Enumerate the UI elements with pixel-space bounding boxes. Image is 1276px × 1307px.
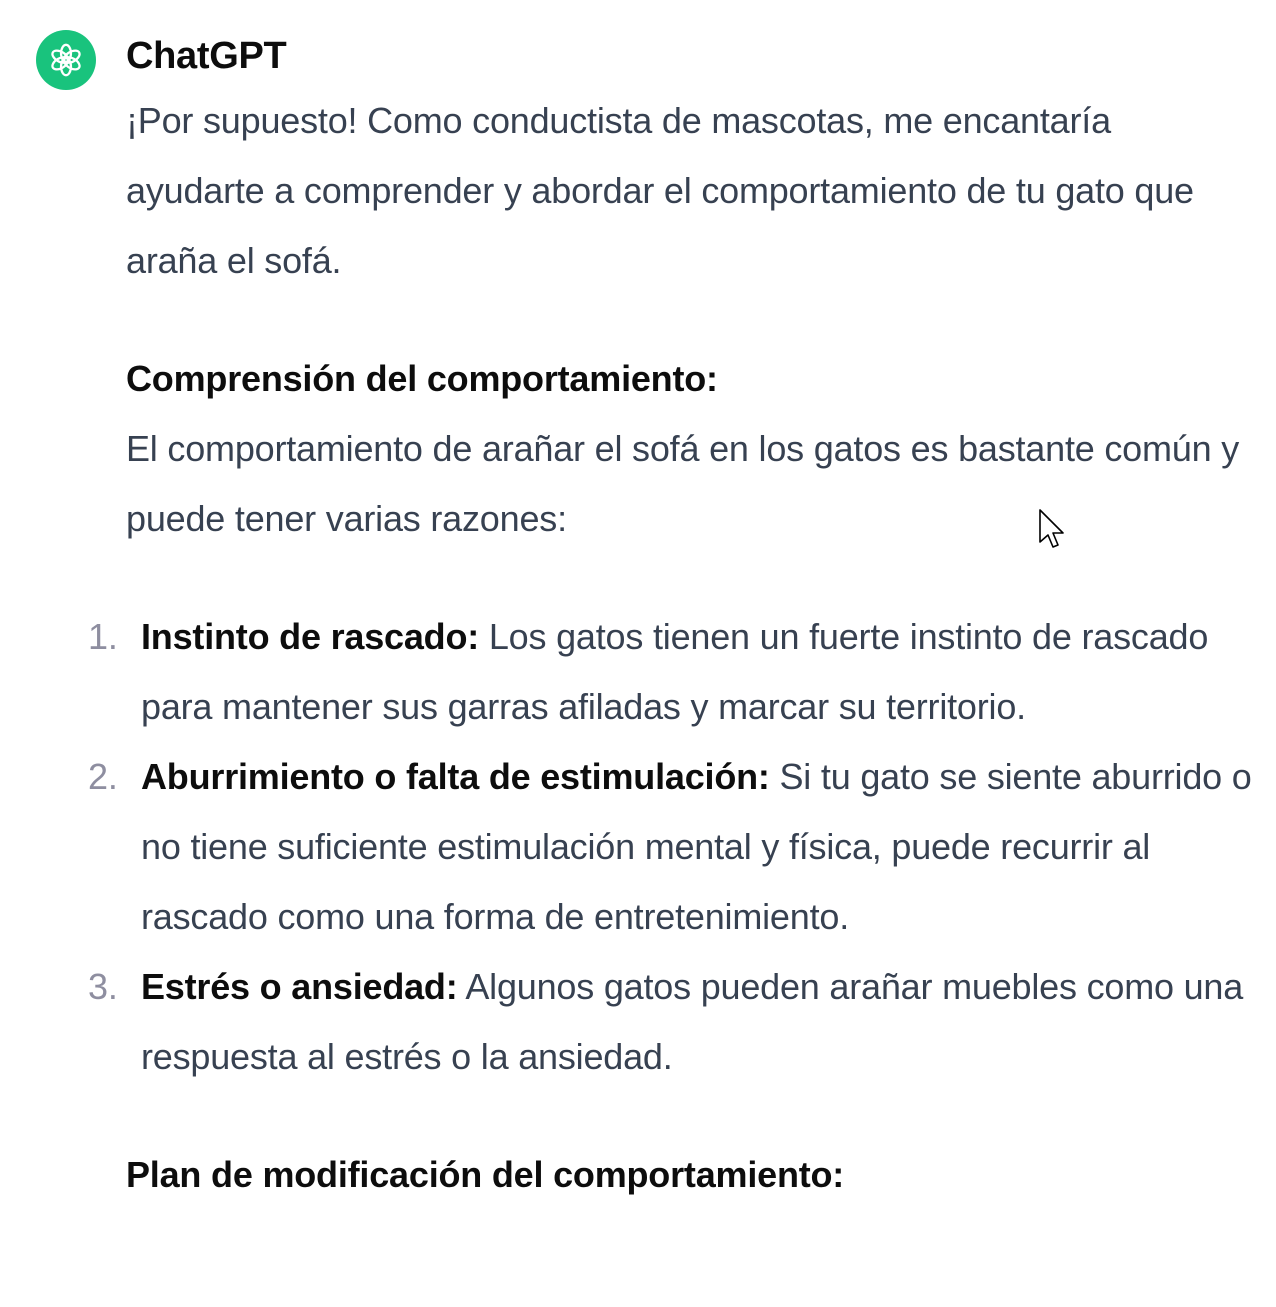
section-heading-plan: Plan de modificación del comportamiento:	[126, 1154, 845, 1195]
list-item-text: Si tu gato se siente aburrido o no tiene suficiente estimulación mental y física, puede recurrir al rascado como una forma de entretenimiento.	[141, 756, 1252, 937]
openai-logo-icon	[47, 41, 85, 79]
list-number: 2.	[88, 756, 118, 797]
paragraph-spacer	[126, 554, 1256, 602]
list-number: 1.	[88, 616, 118, 657]
list-item-term: Aburrimiento o falta de estimulación:	[141, 756, 770, 797]
list-item	[88, 602, 1256, 742]
list-item-term: Estrés o ansiedad:	[141, 966, 458, 1007]
intro-paragraph: ¡Por supuesto! Como conductista de mascotas, me encantaría ayudarte a comprender y abordar el comportamiento de tu gato que araña el sofá.	[126, 100, 1194, 281]
list-item-text: Algunos gatos pueden arañar muebles como una respuesta al estrés o la ansiedad.	[141, 966, 1244, 1077]
message-content	[88, 86, 1256, 1210]
understanding-paragraph: El comportamiento de arañar el sofá en los gatos es bastante común y puede tener varias razones:	[126, 428, 1240, 539]
paragraph-spacer	[126, 296, 1256, 344]
list-item-text: Los gatos tienen un fuerte instinto de rascado para mantener sus garras afiladas y marcar su territorio.	[141, 616, 1209, 727]
reasons-list	[88, 602, 1256, 1092]
mouse-pointer-icon	[1038, 508, 1066, 550]
list-number: 3.	[88, 966, 118, 1007]
chatgpt-avatar	[36, 30, 96, 90]
section-heading-understanding: Comprensión del comportamiento:	[126, 358, 718, 399]
paragraph-spacer	[126, 1092, 1256, 1140]
list-item-term: Instinto de rascado:	[141, 616, 480, 657]
message-author: ChatGPT	[126, 35, 287, 77]
list-item	[88, 742, 1256, 952]
list-item	[88, 952, 1256, 1092]
